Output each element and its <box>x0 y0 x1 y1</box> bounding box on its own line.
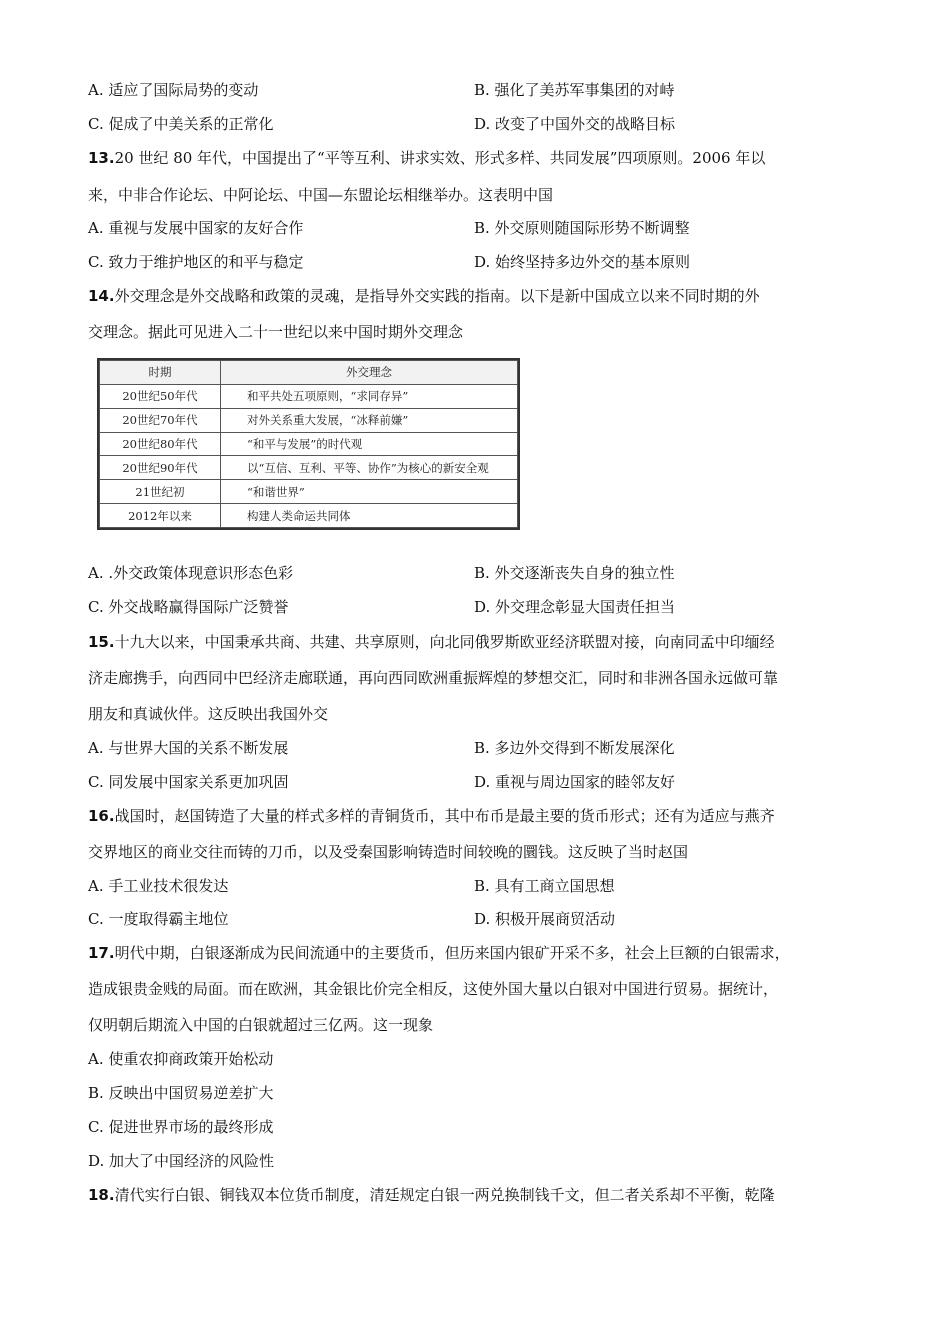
q15-option-a: A. 与世界大国的关系不断发展 <box>88 739 289 757</box>
table-cell-period: 21世纪初 <box>100 480 221 504</box>
q14-text-1: 外交理念是外交战略和政策的灵魂，是指导外交实践的指南。以下是新中国成立以来不同时期的外 <box>114 287 760 305</box>
q17-stem-line1 <box>88 943 790 963</box>
table-cell-idea: 对外关系重大发展，“冰释前嫌” <box>221 408 518 432</box>
table-cell-period: 20世纪90年代 <box>100 456 221 480</box>
q17-option-d: D. 加大了中国经济的风险性 <box>88 1152 275 1170</box>
table-header-idea: 外交理念 <box>221 361 518 385</box>
q15-stem-line2: 济走廊携手，向西同中巴经济走廊联通，再向西同欧洲重振辉煌的梦想交汇，同时和非洲各国永远做可靠 <box>88 669 779 687</box>
table-row <box>100 432 518 456</box>
q14-option-a: A. .外交政策体现意识形态色彩 <box>88 564 294 582</box>
q15-option-b: B. 多边外交得到不断发展深化 <box>474 739 675 757</box>
table-row <box>100 456 518 480</box>
q12-option-c: C. 促成了中美关系的正常化 <box>88 115 274 133</box>
q14-option-d: D. 外交理念彰显大国责任担当 <box>474 598 676 616</box>
table-header-row <box>100 361 518 385</box>
q13-option-b: B. 外交原则随国际形势不断调整 <box>474 219 690 237</box>
table-cell-idea: 和平共处五项原则，“求同存异” <box>221 384 518 408</box>
table-cell-idea: “和平与发展”的时代观 <box>221 432 518 456</box>
q13-option-a: A. 重视与发展中国家的友好合作 <box>88 219 304 237</box>
q12-option-b: B. 强化了美苏军事集团的对峙 <box>474 81 675 99</box>
q16-number: 16. <box>88 807 115 825</box>
table-header-period: 时期 <box>100 361 221 385</box>
table-cell-period: 20世纪50年代 <box>100 384 221 408</box>
table-cell-period: 20世纪70年代 <box>100 408 221 432</box>
q15-stem-line3: 朋友和真诚伙伴。这反映出我国外交 <box>88 705 329 723</box>
q18-text-1: 清代实行白银、铜钱双本位货币制度，清廷规定白银一两兑换制钱千文，但二者关系却不平衡，乾隆 <box>114 1186 775 1204</box>
q17-number: 17. <box>88 944 115 962</box>
table-cell-idea: 构建人类命运共同体 <box>221 504 518 528</box>
table-row <box>100 480 518 504</box>
q16-option-c: C. 一度取得霸主地位 <box>88 910 229 928</box>
table-cell-period: 2012年以来 <box>100 504 221 528</box>
q16-option-b: B. 具有工商立国思想 <box>474 877 615 895</box>
q15-text-1: 十九大以来，中国秉承共商、共建、共享原则，向北同俄罗斯欧亚经济联盟对接，向南同孟中印缅经 <box>114 633 775 651</box>
q17-option-c: C. 促进世界市场的最终形成 <box>88 1118 274 1136</box>
q13-option-c: C. 致力于维护地区的和平与稳定 <box>88 253 304 271</box>
q12-option-a: A. 适应了国际局势的变动 <box>88 81 259 99</box>
q14-stem-line2: 交理念。据此可见进入二十一世纪以来中国时期外交理念 <box>88 323 464 341</box>
q15-option-d: D. 重视与周边国家的睦邻友好 <box>474 773 676 791</box>
q18-stem-line1 <box>88 1185 775 1205</box>
q13-stem-line2: 来，中非合作论坛、中阿论坛、中国—东盟论坛相继举办。这表明中国 <box>88 186 554 204</box>
table-cell-period: 20世纪80年代 <box>100 432 221 456</box>
table-cell-idea: 以“互信、互利、平等、协作”为核心的新安全观 <box>221 456 518 480</box>
table-cell-idea: “和谐世界” <box>221 480 518 504</box>
table-row <box>100 384 518 408</box>
q14-option-b: B. 外交逐渐丧失自身的独立性 <box>474 564 675 582</box>
q17-option-a: A. 使重农抑商政策开始松动 <box>88 1050 274 1068</box>
q12-option-d: D. 改变了中国外交的战略目标 <box>474 115 676 133</box>
q17-stem-line3: 仅明朝后期流入中国的白银就超过三亿两。这一现象 <box>88 1016 434 1034</box>
q15-stem-line1 <box>88 632 775 652</box>
q16-option-a: A. 手工业技术很发达 <box>88 877 229 895</box>
q17-text-1: 明代中期，白银逐渐成为民间流通中的主要货币，但历来国内银矿开采不多，社会上巨额的白银需求， <box>114 944 790 962</box>
q18-number: 18. <box>88 1186 115 1204</box>
q13-stem-line1 <box>88 148 765 168</box>
q16-stem-line1 <box>88 806 775 826</box>
q13-text-1: 20 世纪 80 年代，中国提出了“平等互利、讲求实效、形式多样、共同发展”四项原则。2006 年以 <box>114 149 766 167</box>
q14-number: 14. <box>88 287 115 305</box>
q13-option-d: D. 始终坚持多边外交的基本原则 <box>474 253 691 271</box>
table-row <box>100 408 518 432</box>
q16-option-d: D. 积极开展商贸活动 <box>474 910 616 928</box>
q15-option-c: C. 同发展中国家关系更加巩固 <box>88 773 289 791</box>
q17-option-b: B. 反映出中国贸易逆差扩大 <box>88 1084 274 1102</box>
diplomacy-table <box>97 358 520 530</box>
q13-number: 13. <box>88 149 115 167</box>
q14-option-c: C. 外交战略赢得国际广泛赞誉 <box>88 598 289 616</box>
q17-stem-line2: 造成银贵金贱的局面。而在欧洲，其金银比价完全相反，这使外国大量以白银对中国进行贸易。据统计， <box>88 980 779 998</box>
q16-text-1: 战国时，赵国铸造了大量的样式多样的青铜货币，其中布币是最主要的货币形式；还有为适应与燕齐 <box>114 807 775 825</box>
table-row <box>100 504 518 528</box>
q15-number: 15. <box>88 633 115 651</box>
q14-stem-line1 <box>88 286 760 306</box>
q16-stem-line2: 交界地区的商业交往而铸的刀币，以及受秦国影响铸造时间较晚的圜钱。这反映了当时赵国 <box>88 843 689 861</box>
